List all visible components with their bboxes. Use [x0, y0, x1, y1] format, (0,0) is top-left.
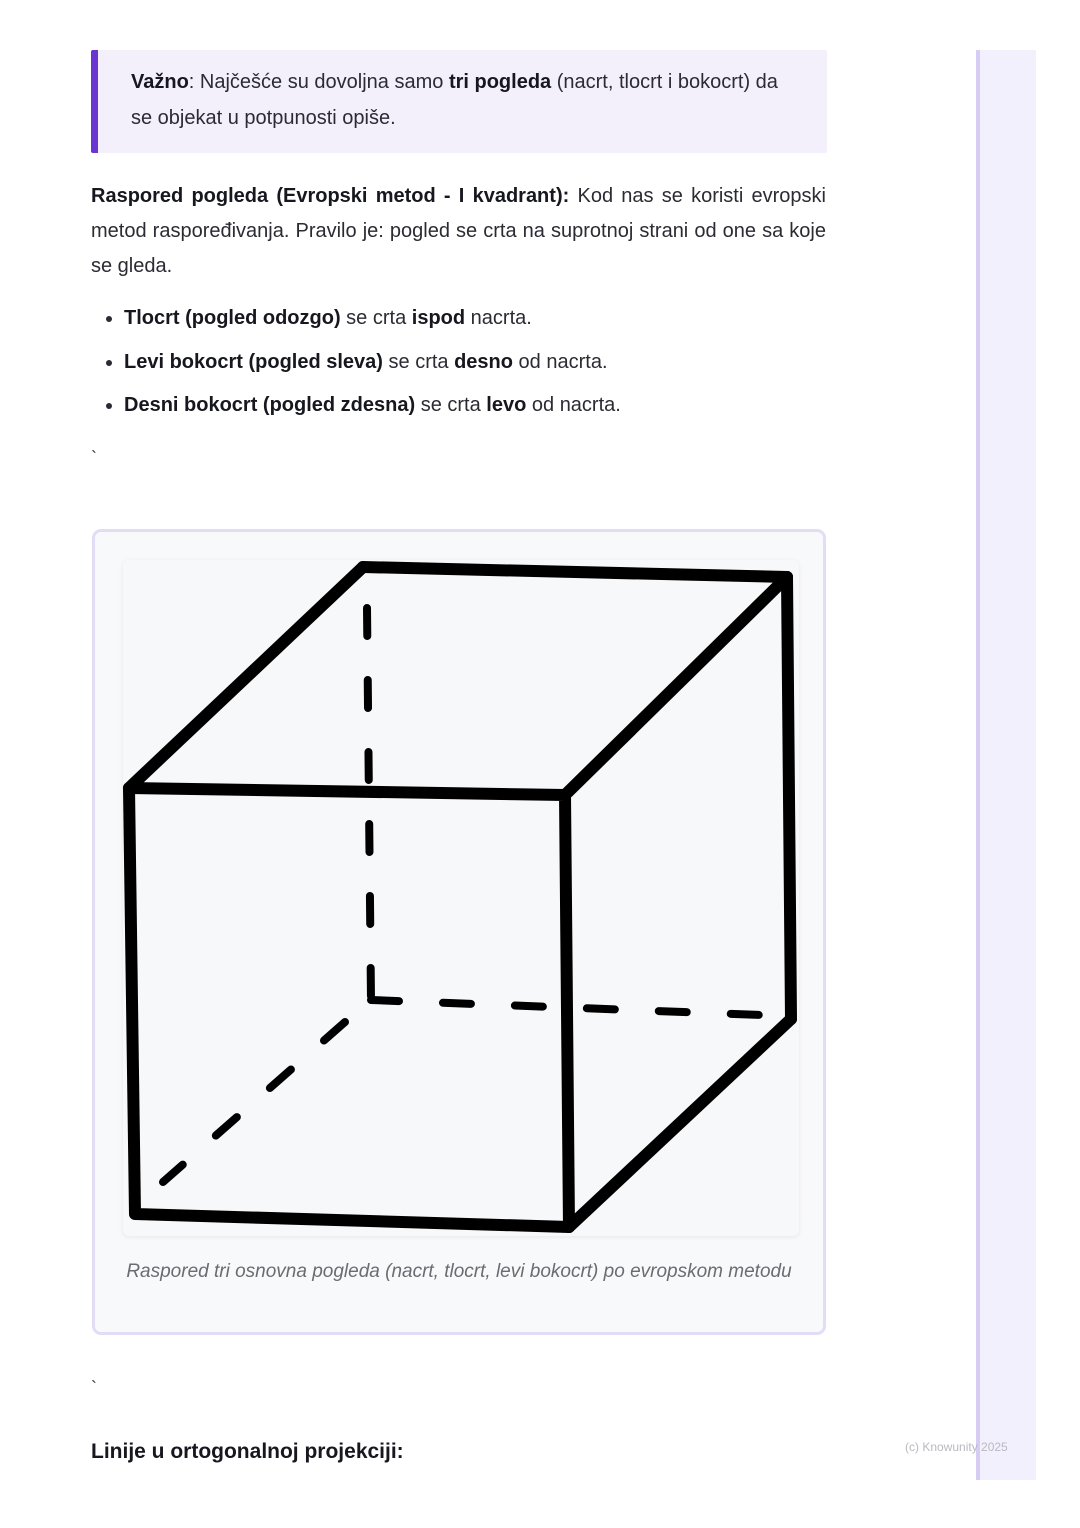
bottom-right-edge	[569, 1019, 791, 1227]
list-item-text: se crta	[340, 307, 412, 329]
right-rail	[976, 50, 1036, 1480]
list-item-text: se crta	[382, 350, 455, 373]
hidden-edge-vertical	[367, 608, 371, 1000]
list-item-text: od nacrta.	[526, 394, 621, 417]
back-right-edge	[787, 577, 791, 1019]
views-list	[91, 304, 859, 435]
list-item-text: se crta	[415, 394, 487, 417]
figure-caption: Raspored tri osnovna pogleda (nacrt, tlocrt, levi bokocrt) po evropskom metodu	[126, 1261, 792, 1282]
callout-label: Važno	[131, 71, 189, 93]
cube-illustration	[123, 560, 799, 1236]
top-left-edge	[129, 567, 363, 788]
callout-text: : Najčešće su dovoljna samo	[188, 71, 449, 93]
copyright-note: (c) Knowunity 2025	[905, 1440, 1008, 1454]
cube-drawing	[123, 560, 799, 1236]
arrangement-paragraph	[91, 179, 826, 284]
section-heading: Linije u ortogonalnoj projekciji:	[91, 1440, 404, 1463]
hidden-edge-depth	[163, 1022, 345, 1182]
list-item	[124, 304, 859, 332]
list-item-term: Tlocrt (pogled odozgo)	[124, 307, 341, 329]
callout-bold: tri pogleda	[448, 71, 552, 93]
callout-text-end: (nacrt, tlocrt i bokocrt) da se objekat u potpunosti opiše.	[131, 71, 778, 129]
list-item	[124, 348, 859, 376]
backtick-mark: `	[91, 448, 97, 468]
list-item-direction: levo	[486, 394, 527, 417]
front-face	[129, 788, 569, 1227]
top-back-edge	[363, 567, 787, 577]
figure-card	[92, 529, 826, 1335]
list-item	[124, 391, 859, 419]
list-item-term: Desni bokocrt (pogled zdesna)	[124, 394, 416, 417]
paragraph-text: Kod nas se koristi evropski metod raspoređivanja. Pravilo je: pogled se crta na suprotnoj strani od one sa koje se gleda.	[91, 185, 826, 277]
list-item-direction: desno	[454, 350, 513, 373]
list-item-text: od nacrta.	[513, 350, 608, 373]
list-item-text: nacrta.	[465, 307, 532, 329]
top-right-edge	[565, 577, 787, 795]
hidden-edge-horizontal	[371, 1000, 787, 1016]
backtick-mark: `	[91, 1378, 97, 1398]
important-callout	[91, 50, 827, 153]
list-item-term: Levi bokocrt (pogled sleva)	[124, 350, 383, 373]
list-item-direction: ispod	[411, 307, 466, 329]
paragraph-lead: Raspored pogleda (Evropski metod - I kvadrant):	[91, 185, 570, 207]
